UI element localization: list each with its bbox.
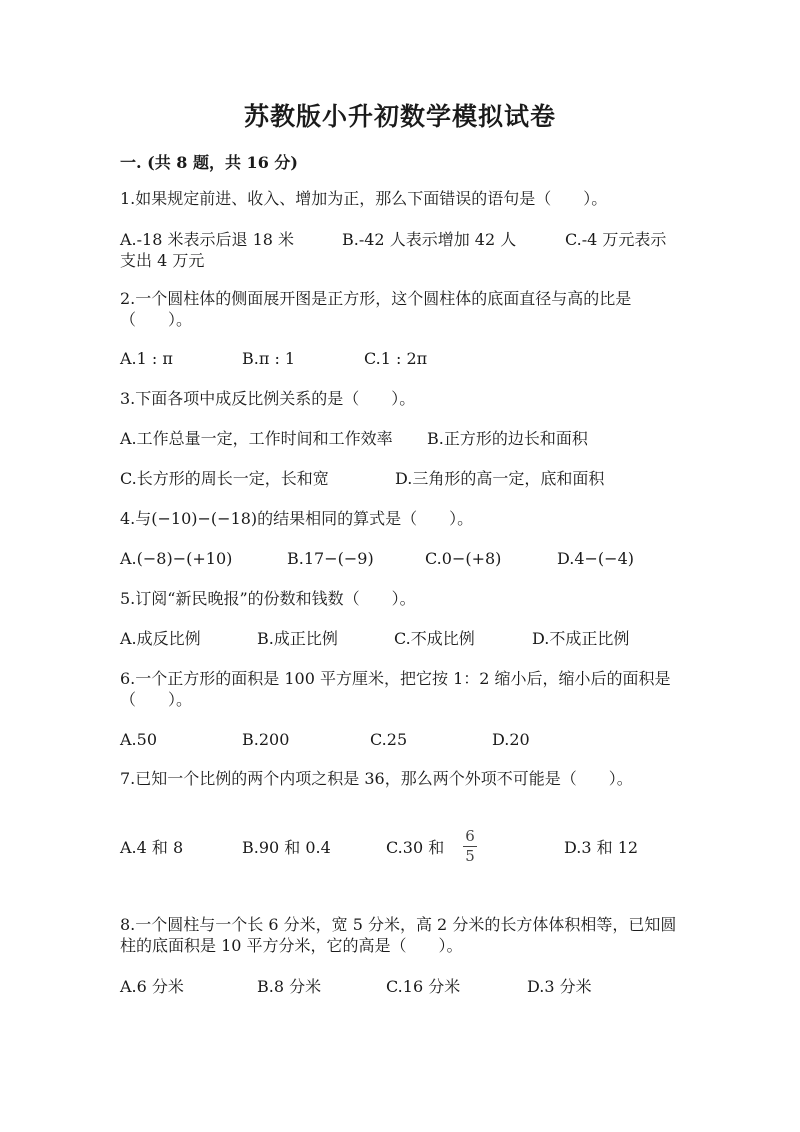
question-3-option-a: A.工作总量一定，工作时间和工作效率 [120, 429, 393, 448]
question-2-option-b: B.π : 1 [242, 349, 296, 368]
question-6-option-a: A.50 [120, 730, 157, 749]
question-2-stem: 2.一个圆柱体的侧面展开图是正方形，这个圆柱体的底面直径与高的比是（ ）。 [120, 289, 632, 329]
question-8-option-d: D.3 分米 [527, 977, 592, 996]
question-4-option-c: C.0−(+8) [425, 549, 502, 568]
question-7-option-b: B.90 和 0.4 [242, 838, 331, 857]
fraction-denominator: 5 [465, 847, 475, 865]
question-1-option-c-continued: 支出 4 万元 [120, 251, 205, 270]
question-5-option-a: A.成反比例 [120, 629, 201, 648]
question-7-option-a: A.4 和 8 [120, 838, 184, 857]
page-title: 苏教版小升初数学模拟试卷 [243, 102, 556, 131]
question-3-option-c: C.长方形的周长一定，长和宽 [120, 469, 329, 488]
question-2-option-a: A.1 : π [120, 349, 173, 368]
question-4-option-a: A.(−8)−(+10) [120, 549, 233, 568]
question-6-option-c: C.25 [370, 730, 408, 749]
question-6-option-b: B.200 [242, 730, 290, 749]
question-6-option-d: D.20 [492, 730, 530, 749]
question-5-option-d: D.不成正比例 [532, 629, 630, 648]
question-1-option-c: C.-4 万元表示 [565, 230, 667, 249]
section-heading: 一. (共 8 题，共 16 分) [120, 153, 298, 172]
fraction-numerator: 6 [465, 827, 475, 845]
question-1-option-a: A.-18 米表示后退 18 米 [120, 230, 295, 249]
question-3-stem: 3.下面各项中成反比例关系的是（ ）。 [120, 389, 416, 408]
question-6-stem: 6.一个正方形的面积是 100 平方厘米，把它按 1：2 缩小后，缩小后的面积是（ ）。 [120, 669, 671, 709]
question-4-option-d: D.4−(−4) [557, 549, 634, 568]
question-8-option-a: A.6 分米 [120, 977, 184, 996]
question-7-option-d: D.3 和 12 [564, 838, 639, 857]
question-5-option-c: C.不成比例 [394, 629, 475, 648]
question-3-option-b: B.正方形的边长和面积 [427, 429, 588, 448]
question-2-option-c: C.1 : 2π [364, 349, 428, 368]
question-3-option-d: D.三角形的高一定，底和面积 [395, 469, 605, 488]
question-7-option-c: C.30 和 [386, 838, 445, 857]
question-5-option-b: B.成正比例 [257, 629, 338, 648]
question-8-option-c: C.16 分米 [386, 977, 461, 996]
question-5-stem: 5.订阅“新民晚报”的份数和钱数（ ）。 [120, 589, 416, 608]
question-1-option-b: B.-42 人表示增加 42 人 [342, 230, 517, 249]
question-7-stem: 7.已知一个比例的两个内项之积是 36，那么两个外项不可能是（ ）。 [120, 769, 633, 788]
question-8-option-b: B.8 分米 [257, 977, 322, 996]
question-8-stem: 8.一个圆柱与一个长 6 分米，宽 5 分米，高 2 分米的长方体体积相等，已知圆柱的底面积是 10 平方分米，它的高是（ ）。 [120, 915, 677, 955]
question-7-option-c-fraction [461, 828, 479, 865]
question-1-stem: 1.如果规定前进、收入、增加为正，那么下面错误的语句是（ ）。 [120, 189, 608, 208]
question-4-option-b: B.17−(−9) [287, 549, 374, 568]
question-4-stem: 4.与(−10)−(−18)的结果相同的算式是（ ）。 [120, 509, 474, 528]
